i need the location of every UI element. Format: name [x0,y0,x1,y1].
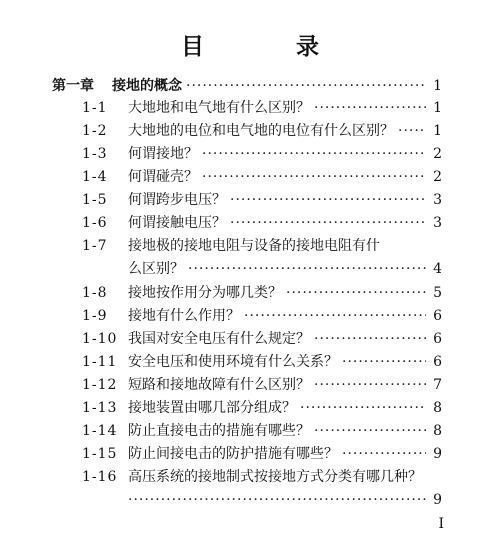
leader-dots [314,421,426,441]
entry-page: 6 [433,331,442,347]
entry-page: 2 [433,146,442,162]
toc-entry[interactable] [82,167,442,187]
entry-page: 1 [433,100,442,116]
entry-number: 1-12 [82,377,118,393]
toc-entry[interactable] [82,352,442,372]
chapter-row[interactable] [52,76,442,96]
entry-title-continued: 么区别？ [128,261,184,277]
toc-entry[interactable] [82,398,442,418]
entry-title: 短路和接地故障有什么区别？ [128,377,310,393]
entry-number: 1-8 [82,285,108,301]
chapter-number: 第一章 [52,78,94,94]
toc-entry[interactable] [82,444,442,464]
entry-title: 何谓接触电压？ [128,215,226,231]
entry-number: 1-7 [82,238,108,254]
entry-number: 1-11 [82,354,118,370]
toc-entry[interactable] [82,421,442,441]
toc-entry-continuation[interactable] [128,259,442,279]
entry-number: 1-15 [82,446,118,462]
leader-dots [230,190,426,210]
entry-number: 1-4 [82,169,108,185]
entry-number: 1-9 [82,308,108,324]
leader-dots [342,352,426,372]
page-title: 目 录 [180,34,361,60]
entry-number: 1-13 [82,400,118,416]
leader-dots [188,259,426,279]
entry-number: 1-14 [82,423,118,439]
entry-number: 1-2 [82,123,108,139]
entry-page: 9 [433,492,442,508]
entry-page: 6 [433,308,442,324]
leader-dots [314,98,426,118]
entry-title: 高压系统的接地制式按接地方式分类有哪几种？ [128,469,422,485]
entry-number: 1-10 [82,331,118,347]
entry-title: 接地按作用分为哪几类？ [128,285,282,301]
toc-entry[interactable] [82,121,442,141]
leader-dots [342,444,426,464]
entry-page: 2 [433,169,442,185]
chapter-title: 接地的概念 [112,78,182,94]
entry-page: 3 [433,192,442,208]
entry-number: 1-3 [82,146,108,162]
leader-dots [286,283,426,303]
leader-dots [186,76,426,96]
entry-title: 防止直接电击的措施有哪些？ [128,423,310,439]
entry-page: 9 [433,446,442,462]
entry-page: 5 [433,285,442,301]
entry-title: 接地极的接地电阻与设备的接地电阻有什 [128,238,380,254]
toc-entry[interactable] [82,375,442,395]
entry-title: 大地地和电气地有什么区别？ [128,100,310,116]
leader-dots [398,121,426,141]
entry-title: 何谓接地？ [128,146,198,162]
leader-dots [202,167,426,187]
toc-entry[interactable] [82,213,442,233]
entry-page: 8 [433,400,442,416]
entry-title: 防止间接电击的防护措施有哪些？ [128,446,338,462]
leader-dots [314,375,426,395]
entry-title: 安全电压和使用环境有什么关系？ [128,354,338,370]
leader-dots [128,490,426,510]
toc-entry[interactable] [82,467,450,487]
entry-number: 1-1 [82,100,108,116]
leader-dots [202,144,426,164]
entry-title: 接地装置由哪几部分组成？ [128,400,296,416]
toc-entry[interactable] [82,306,442,326]
toc-entry[interactable] [82,144,442,164]
page-number: I [438,516,444,532]
leader-dots [300,398,426,418]
entry-page: 7 [433,377,442,393]
chapter-page: 1 [433,78,442,94]
toc-entry[interactable] [82,190,442,210]
entry-page: 8 [433,423,442,439]
entry-number: 1-5 [82,192,108,208]
entry-number: 1-16 [82,469,118,485]
toc-entry-continuation[interactable] [128,490,442,510]
entry-page: 1 [433,123,442,139]
entry-page: 6 [433,354,442,370]
leader-dots [230,213,426,233]
entry-page: 4 [433,261,442,277]
leader-dots [244,306,426,326]
entry-title: 何谓跨步电压？ [128,192,226,208]
entry-title: 何谓碰壳？ [128,169,198,185]
toc-entry[interactable] [82,283,442,303]
entry-page: 3 [433,215,442,231]
leader-dots [314,329,426,349]
entry-title: 接地有什么作用？ [128,308,240,324]
entry-title: 我国对安全电压有什么规定？ [128,331,310,347]
toc-entry[interactable] [82,329,442,349]
toc-entry[interactable] [82,236,442,256]
entry-title: 大地地的电位和电气地的电位有什么区别？ [128,123,394,139]
toc-entry[interactable] [82,98,442,118]
entry-number: 1-6 [82,215,108,231]
